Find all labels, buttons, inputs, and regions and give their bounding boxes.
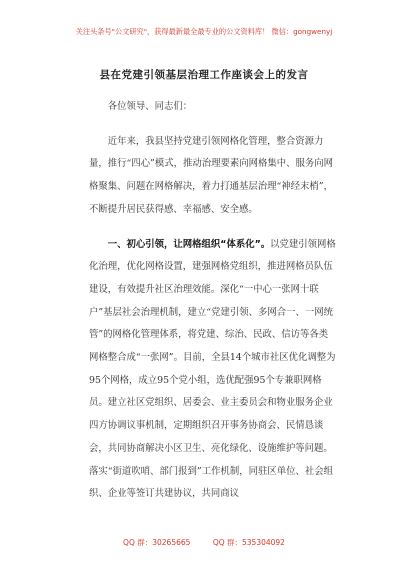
document-title: 县在党建引领基层治理工作座谈会上的发言 [99,69,309,81]
qq-group-1: QQ 群：30265665 [123,538,191,547]
intro-paragraph: 近年来，我县坚持党建引领网格化管理，整合资源力量，推行“四心”模式，推动治理要素向网格集中、服务向网格聚集、问题在网格解决，着力打通基层治理“神经末梢”，不断提升居民获得感、幸福感、安全感。 [89,135,333,215]
salutation: 各位领导、同志们： [107,101,193,112]
section-1-heading: 一、初心引领，让网格组织“体系化”。 [107,238,271,250]
promo-banner: 关注头条号"公文研究"，获得最新最全最专业的公文资料库！ 微信：gongwenyj [75,27,333,36]
section-1-paragraph [89,234,337,506]
footer-contacts [0,537,408,548]
qq-group-2: QQ 群：535304092 [212,538,285,547]
section-1-body: 以党建引领网格化治理，优化网格设置，建强网格党组织，推进网格员队伍建设，有效提升社区治理效能。深化“一中心一张网十联户”基层社会治理机制，建立“党建引领、多网合一、一网统管”的网格化管理体系，将党建、综治、民政、信访等各类网格整合成“一张网”。目前，全县14个城市社区优化调整为95个网格，成立95个党小组，选优配强95个专兼职网格员。建立社区党组织、居委会、业主委员会和物业服务企业四方协调议事机制，定期组织召开事务协商会、民情恳谈会，共同协商解决小区卫生、亮化绿化、设施维护等问题。落实“街道吹哨、部门报到”工作机制，同驻区单位、社会组织、企业等签订共建协议，共同商议 [89,238,336,500]
document-body [89,96,337,506]
